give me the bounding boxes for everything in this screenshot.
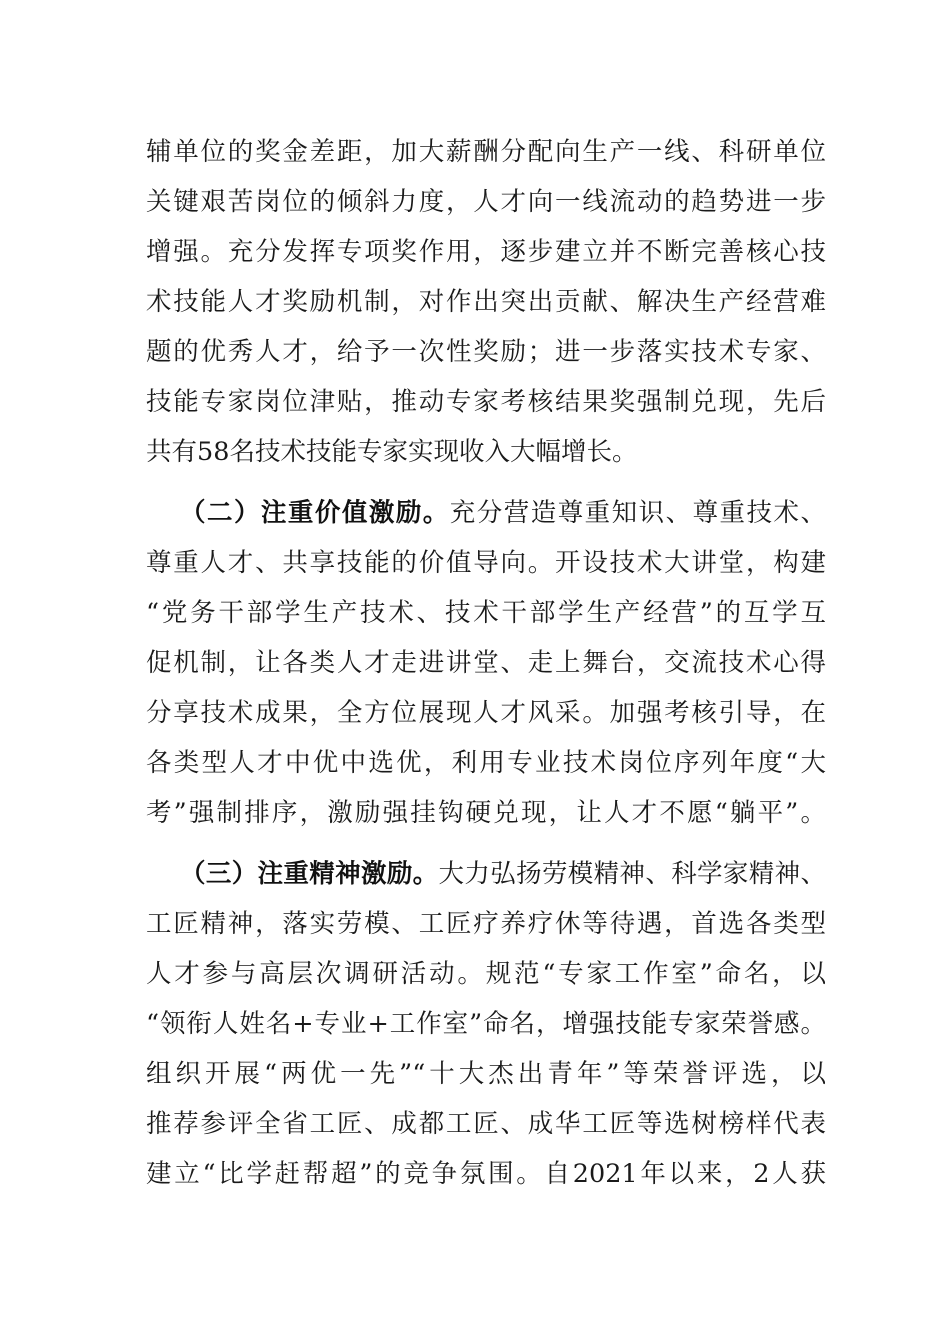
paragraph-1-line-1: 辅单位的奖金差距，加大薪酬分配向生产一线、科研单位 <box>146 137 826 167</box>
paragraph-3-line-4: “领衔人姓名+专业+工作室”命名，增强技能专家荣誉感。 <box>146 1009 826 1039</box>
paragraph-3-line-2: 工匠精神，落实劳模、工匠疗养疗休等待遇，首选各类型 <box>146 909 826 939</box>
paragraph-3-line-1-text: 大力弘扬劳模精神、科学家精神、 <box>438 859 826 889</box>
paragraph-3-line-1 <box>180 854 826 894</box>
paragraph-2-line-1-text: 充分营造尊重知识、尊重技术、 <box>449 498 826 528</box>
paragraph-3-line-7: 建立“比学赶帮超”的竞争氛围。自2021年以来，2人获 <box>146 1159 826 1189</box>
paragraph-2-heading: （二）注重价值激励。 <box>180 498 450 528</box>
paragraph-3-heading: （三）注重精神激励。 <box>180 859 439 889</box>
paragraph-1-line-3: 增强。充分发挥专项奖作用，逐步建立并不断完善核心技 <box>146 237 826 267</box>
paragraph-1-line-7: 共有58名技术技能专家实现收入大幅增长。 <box>146 437 638 467</box>
paragraph-3-line-5: 组织开展“两优一先”“十大杰出青年”等荣誉评选，以 <box>146 1059 826 1089</box>
paragraph-2-line-6: 各类型人才中优中选优，利用专业技术岗位序列年度“大 <box>146 748 826 778</box>
paragraph-1-line-6: 技能专家岗位津贴，推动专家考核结果奖强制兑现，先后 <box>146 387 826 417</box>
paragraph-3-line-3: 人才参与高层次调研活动。规范“专家工作室”命名，以 <box>146 959 826 989</box>
paragraph-1-line-4: 术技能人才奖励机制，对作出突出贡献、解决生产经营难 <box>146 287 826 317</box>
paragraph-2-line-3: “党务干部学生产技术、技术干部学生产经营”的互学互 <box>146 598 826 628</box>
paragraph-2-line-1 <box>180 493 826 533</box>
paragraph-2-line-4: 促机制，让各类人才走进讲堂、走上舞台，交流技术心得 <box>146 648 826 678</box>
paragraph-3-line-6: 推荐参评全省工匠、成都工匠、成华工匠等选树榜样代表 <box>146 1109 826 1139</box>
paragraph-1-line-5: 题的优秀人才，给予一次性奖励；进一步落实技术专家、 <box>146 337 826 367</box>
paragraph-1-line-2: 关键艰苦岗位的倾斜力度，人才向一线流动的趋势进一步 <box>146 187 826 217</box>
paragraph-2-line-2: 尊重人才、共享技能的价值导向。开设技术大讲堂，构建 <box>146 548 826 578</box>
paragraph-2-line-5: 分享技术成果，全方位展现人才风采。加强考核引导，在 <box>146 698 826 728</box>
paragraph-2-line-7: 考”强制排序，激励强挂钩硬兑现，让人才不愿“躺平”。 <box>146 798 826 828</box>
